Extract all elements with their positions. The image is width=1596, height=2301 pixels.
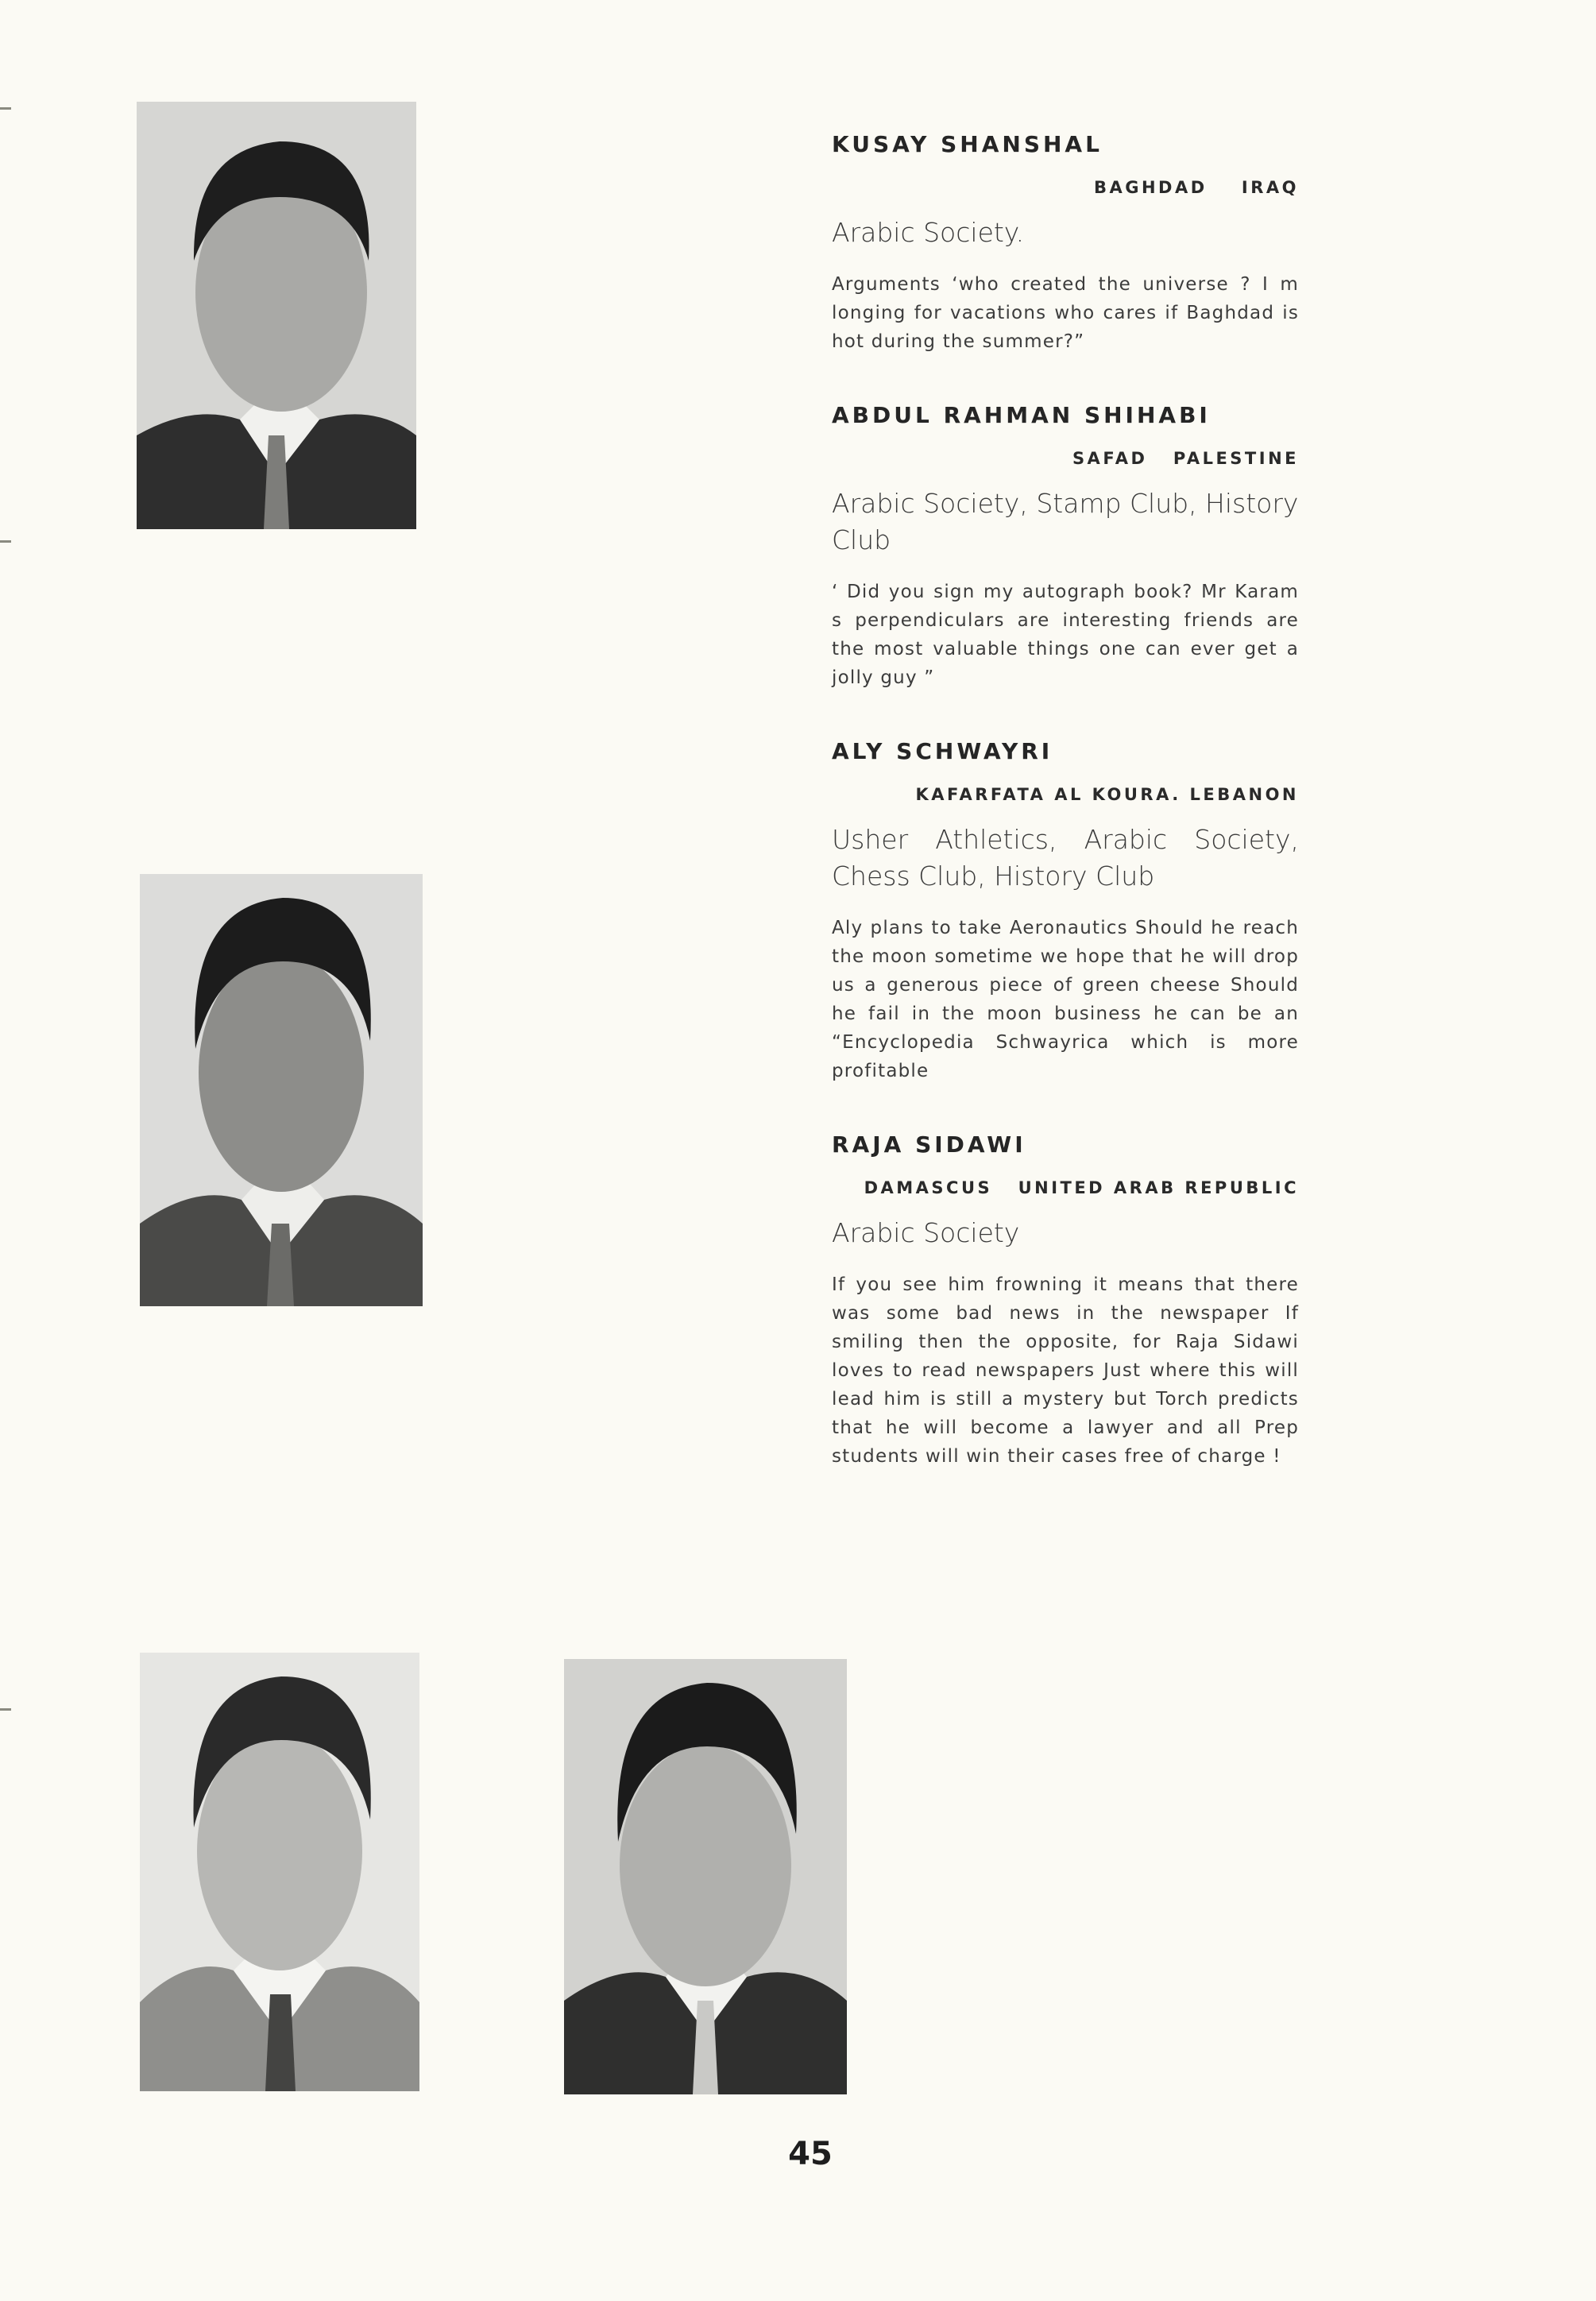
- student-hometown: BAGHDAD IRAQ: [1093, 178, 1299, 197]
- student-hometown: SAFAD PALESTINE: [1072, 449, 1299, 468]
- student-activities: Arabic Society.: [832, 217, 1025, 248]
- student-name: RAJA SIDAWI: [832, 1131, 1026, 1158]
- student-activities: Arabic Society, Stamp Club, History Club: [832, 488, 1299, 555]
- portrait-photo-2: [140, 874, 423, 1306]
- student-name: ALY SCHWAYRI: [832, 738, 1053, 764]
- student-name: KUSAY SHANSHAL: [832, 131, 1103, 157]
- student-entries: [832, 131, 1299, 1517]
- student-bio: Arguments ‘who created the universe ? I m longing for vacations who cares if Baghdad is hot during the summer?”: [832, 274, 1299, 352]
- student-entry-sidawi: [832, 1131, 1299, 1471]
- edge-mark: [0, 1708, 11, 1711]
- student-bio: Aly plans to take Aeronautics Should he reach the moon sometime we hope that he will drop us a generous piece of green cheese Should he fail in the moon business he can be an “Encyclopedia Schwayrica which is more profitable: [832, 918, 1299, 1081]
- student-bio: ‘ Did you sign my autograph book? Mr Karam s perpendiculars are interesting friends are the most valuable things one can ever get a jolly guy ”: [832, 582, 1299, 688]
- page-number: 45: [788, 2136, 833, 2172]
- student-entry-shihabi: [832, 402, 1299, 692]
- portrait-photo-3: [140, 1653, 419, 2091]
- portrait-photo-4: [564, 1659, 847, 2094]
- portrait-photo-1: [137, 102, 416, 529]
- student-hometown: KAFARFATA AL KOURA. LEBANON: [915, 785, 1299, 804]
- student-name: ABDUL RAHMAN SHIHABI: [832, 402, 1211, 428]
- student-entry-shanshal: [832, 131, 1299, 356]
- student-entry-schwayri: [832, 738, 1299, 1085]
- student-bio: If you see him frowning it means that there was some bad news in the newspaper If smiling then the opposite, for Raja Sidawi loves to read newspapers Just where this will lead him is still a mystery but Torch predicts that he will become a lawyer and all Prep students will win their cases free of charge !: [832, 1274, 1299, 1467]
- edge-mark: [0, 540, 11, 543]
- student-activities: Usher Athletics, Arabic Society, Chess Club, History Club: [832, 824, 1299, 891]
- edge-mark: [0, 107, 11, 110]
- student-activities: Arabic Society: [832, 1217, 1020, 1248]
- student-hometown: DAMASCUS UNITED ARAB REPUBLIC: [864, 1178, 1299, 1197]
